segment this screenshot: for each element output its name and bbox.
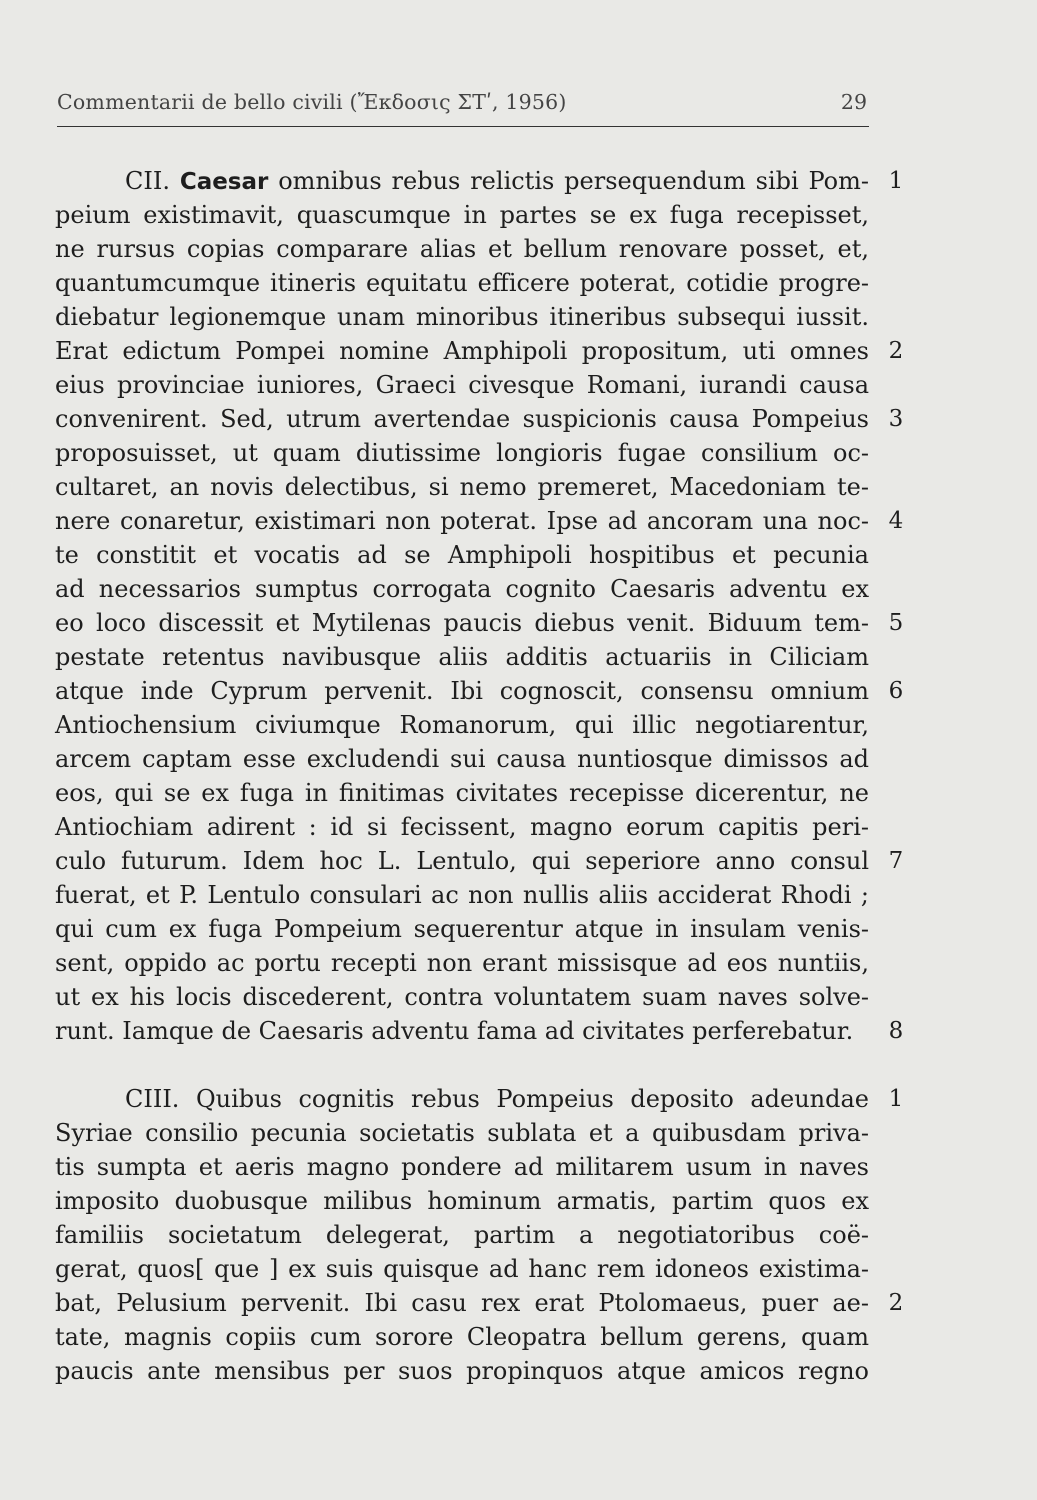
text-line: proposuisset, ut quam diutissime longioris fugae consilium oc- — [55, 439, 869, 467]
chapter-label: CIII. — [125, 1085, 180, 1113]
section-number: 6 — [888, 678, 904, 704]
page-number: 29 — [840, 90, 867, 114]
text-line: Antiochensium civiumque Romanorum, qui illic negotiarentur, — [55, 711, 869, 739]
text-line: Syriae consilio pecunia societatis sublata et a quibusdam priva- — [55, 1119, 869, 1147]
line-text: omnibus rebus relictis persequendum sibi Pom- — [278, 167, 869, 195]
section-number: 3 — [888, 406, 904, 432]
text-line: runt. Iamque de Caesaris adventu fama ad civitates perferebatur. — [55, 1017, 854, 1045]
text-line: ut ex his locis discederent, contra voluntatem suam naves solve- — [55, 983, 869, 1011]
text-line: nere conaretur, existimari non poterat. Ipse ad ancoram una noc- — [55, 507, 869, 535]
line-text: Quibus cognitis rebus Pompeius deposito adeundae — [195, 1085, 869, 1113]
text-line: qui cum ex fuga Pompeium sequerentur atque in insulam venis- — [55, 915, 869, 943]
text-line: familiis societatum delegerat, partim a negotiatoribus coë- — [55, 1221, 869, 1249]
section-number: 2 — [888, 1290, 904, 1316]
text-line: atque inde Cyprum pervenit. Ibi cognoscit, consensu omnium — [55, 677, 869, 705]
text-line: te constitit et vocatis ad se Amphipoli hospitibus et pecunia — [55, 541, 869, 569]
text-line: peium existimavit, quascumque in partes se ex fuga recepisset, — [55, 201, 869, 229]
text-line: paucis ante mensibus per suos propinquos atque amicos regno — [55, 1357, 869, 1385]
first-word: Caesar — [179, 169, 269, 195]
text-line: tis sumpta et aeris magno pondere ad militarem usum in naves — [55, 1153, 869, 1181]
text-line: eo loco discessit et Mytilenas paucis diebus venit. Biduum tem- — [55, 609, 869, 637]
section-number: 4 — [888, 508, 904, 534]
text-line: ad necessarios sumptus corrogata cognito Caesaris adventu ex — [55, 575, 869, 603]
section-number: 1 — [888, 1086, 904, 1112]
text-line: bat, Pelusium pervenit. Ibi casu rex erat Ptolomaeus, puer ae- — [55, 1289, 869, 1317]
text-line: eos, qui se ex fuga in finitimas civitates recepisse dicerentur, ne — [55, 779, 869, 807]
section-number: 7 — [888, 848, 904, 874]
chapter-label: CII. — [125, 167, 170, 195]
text-line — [55, 1082, 869, 1116]
section-number: 5 — [888, 610, 904, 636]
text-line: Antiochiam adirent : id si fecissent, magno eorum capitis peri- — [55, 813, 869, 841]
text-line: sent, oppido ac portu recepti non erant missisque ad eos nuntiis, — [55, 949, 869, 977]
section-number: 1 — [888, 168, 904, 194]
text-line: imposito duobusque milibus hominum armatis, partim quos ex — [55, 1187, 869, 1215]
text-line: quantumcumque itineris equitatu efficere poterat, cotidie progre- — [55, 269, 869, 297]
running-title: Commentarii de bello civili (Ἔκδοσις ΣΤʹ, 1956) — [57, 90, 567, 114]
section-number: 8 — [888, 1018, 904, 1044]
text-line: diebatur legionemque unam minoribus itineribus subsequi iussit. — [55, 303, 869, 331]
text-line: eius provinciae iuniores, Graeci civesque Romani, iurandi causa — [55, 371, 869, 399]
text-line: cultaret, an novis delectibus, si nemo premeret, Macedoniam te- — [55, 473, 869, 501]
section-number: 2 — [888, 338, 904, 364]
text-line: fuerat, et P. Lentulo consulari ac non nullis aliis acciderat Rhodi ; — [55, 881, 869, 909]
text-line: pestate retentus navibusque aliis additis actuariis in Ciliciam — [55, 643, 869, 671]
text-line: ne rursus copias comparare alias et bellum renovare posset, et, — [55, 235, 869, 263]
text-line: Erat edictum Pompei nomine Amphipoli propositum, uti omnes — [55, 337, 869, 365]
text-line: culo futurum. Idem hoc L. Lentulo, qui seperiore anno consul — [55, 847, 869, 875]
text-line — [55, 164, 869, 198]
text-line: arcem captam esse excludendi sui causa nuntiosque dimissos ad — [55, 745, 869, 773]
text-line: tate, magnis copiis cum sorore Cleopatra bellum gerens, quam — [55, 1323, 869, 1351]
running-header — [57, 86, 869, 127]
text-line: gerat, quos[ que ] ex suis quisque ad hanc rem idoneos existima- — [55, 1255, 869, 1283]
text-line: convenirent. Sed, utrum avertendae suspicionis causa Pompeius — [55, 405, 869, 433]
